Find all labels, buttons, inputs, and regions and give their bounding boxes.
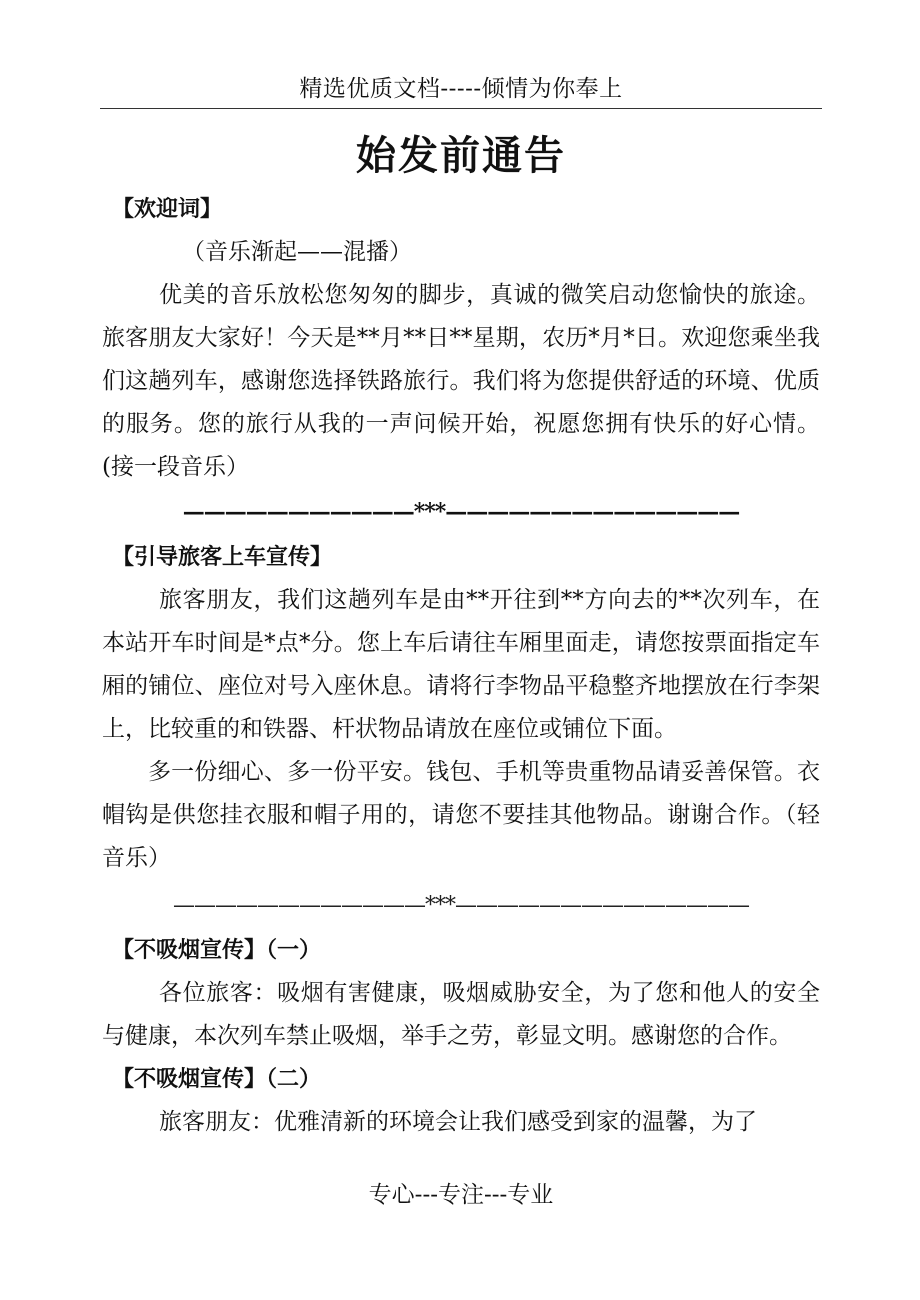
safety-paragraph: 多一份细心、多一份平安。钱包、手机等贵重物品请妥善保管。衣帽钩是供您挂衣服和帽子用的，请您不要挂其他物品。谢谢合作。（轻音乐） xyxy=(102,759,820,871)
heading-suffix: （二） xyxy=(266,1066,322,1092)
welcome-paragraph: 优美的音乐放松您匆匆的脚步，真诚的微笑启动您愉快的旅途。旅客朋友大家好！今天是**月**日**星期，农历*月*日。欢迎您乘坐我们这趟列车，感谢您选择铁路旅行。我们将为您提供舒适的环境、优质的服务。您的旅行从我的一声问候开始，祝愿您拥有快乐的好心情。(接一段音乐） xyxy=(102,282,820,480)
page-footer: 专心---专注---专业 xyxy=(368,1182,554,1208)
document-title: 始发前通告 xyxy=(356,132,566,179)
section-heading-no-smoking-1 xyxy=(102,929,820,972)
section-separator: ———————————***—————————————— xyxy=(182,499,740,525)
section-heading-boarding: 【引导旅客上车宣传】 xyxy=(112,544,333,570)
document-body xyxy=(102,188,820,1144)
no-smoking-paragraph-2: 旅客朋友：优雅清新的环境会让我们感受到家的温馨，为了 xyxy=(159,1109,757,1135)
section-heading-welcome: 【欢迎词】 xyxy=(112,196,223,222)
section-heading-no-smoking-2 xyxy=(102,1058,820,1101)
section-separator: ————————————***—————————————— xyxy=(173,893,749,918)
heading-label: 【不吸烟宣传】 xyxy=(112,1066,267,1092)
header-rule xyxy=(100,108,822,109)
page-header: 精选优质文档-----倾情为你奉上 xyxy=(299,76,623,102)
heading-suffix: （一） xyxy=(266,937,322,963)
music-note: （音乐渐起——混播） xyxy=(182,239,412,265)
boarding-paragraph: 旅客朋友，我们这趟列车是由**开往到**方向去的**次列车，在本站开车时间是*点*分。您上车后请往车厢里面走，请您按票面指定车厢的铺位、座位对号入座休息。请将行李物品平稳整齐地摆放在行李架上，比较重的和铁器、杆状物品请放在座位或铺位下面。 xyxy=(102,587,820,742)
heading-label: 【不吸烟宣传】 xyxy=(112,937,267,963)
no-smoking-paragraph-1: 各位旅客：吸烟有害健康，吸烟威胁安全，为了您和他人的安全与健康，本次列车禁止吸烟，举手之劳，彰显文明。感谢您的合作。 xyxy=(102,980,820,1049)
